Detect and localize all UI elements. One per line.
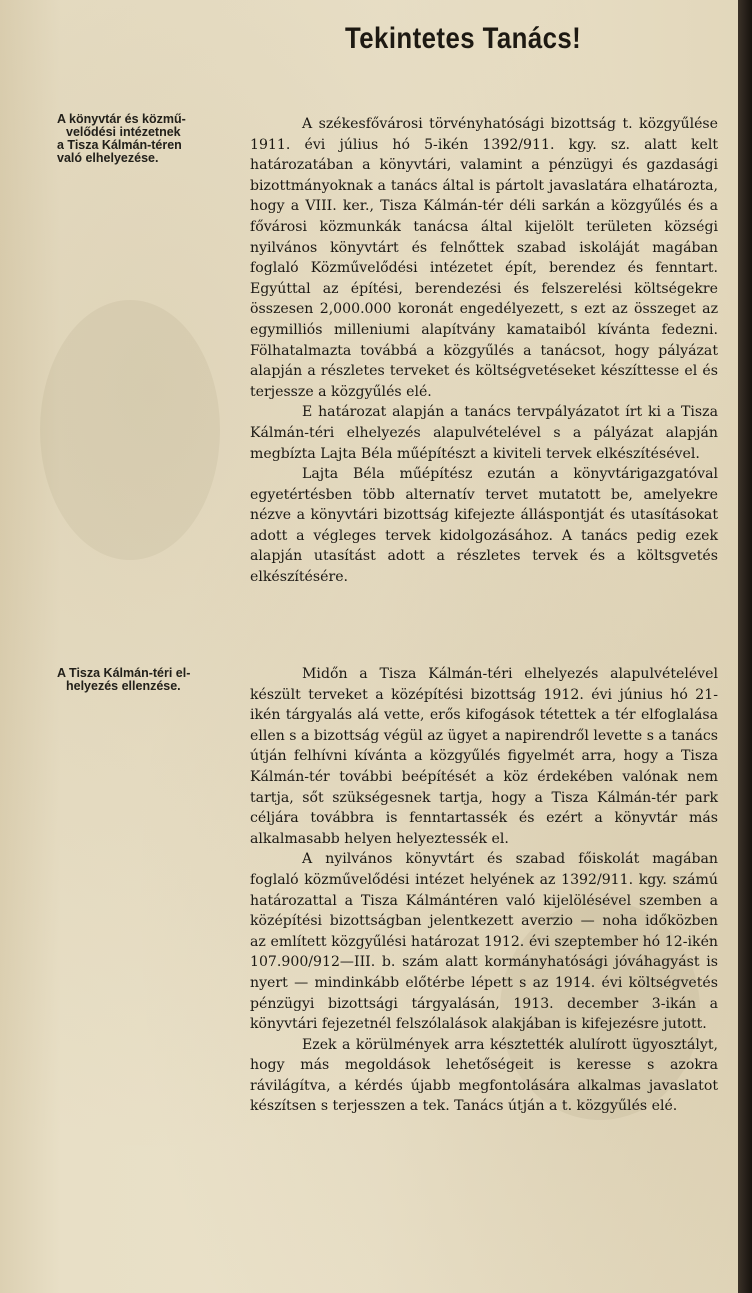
paragraph: Lajta Béla műépítész ezután a könyvtárigazgatóval egyetértésben több alternatív tervet mutatott be, amelyekre nézve a könyvtári bizottság kifejezte álláspontját és utasításokat adott a végleges tervek kidolgozásához. A tanács pedig ezek alapján utasítást adott a részletes tervek és a költsgvetés elkészítésére.: [250, 466, 718, 586]
paragraph: Ezek a körülmények arra késztették alulírott ügyosztályt, hogy más megoldások lehetőségeit is keresse s azokra rávilágítva, a kérdés újabb megfontolására alkalmas javaslatot készítsen s terjesszen a tek. Tanács útján a t. közgyűlés elé.: [250, 1036, 718, 1115]
margin-note: [57, 667, 252, 693]
section-body: [250, 114, 718, 588]
margin-note-line: való elhelyezése.: [57, 151, 159, 165]
paragraph: Midőn a Tisza Kálmán-téri elhelyezés alapulvételével készült terveket a középítési bizottság 1912. évi június hó 21-ikén tárgyalás alá vette, erős kifogások tétettek a tér elfoglalása ellen s a bizottság végül az ügyet a napirendről levette s a tanács útján felhívni kívánta a közgyűlés figyelmét arra, hogy a Tisza Kálmán-tér további beépítését a köz érdekében valónak nem tartja, sőt szükségesnek tartja, hogy a Tisza Kálmán-tér park céljára továbbra is fenntartassék és ezért a könyvtár más alkalmasabb helyen helyeztessék el.: [250, 666, 718, 847]
margin-note: [57, 113, 252, 165]
margin-note-line: helyezés ellenzése.: [66, 679, 181, 693]
paragraph: E határozat alapján a tanács tervpályázatot írt ki a Tisza Kálmán-téri elhelyezés alapulvételével s a pályázat alapján megbízta Lajta Béla műépítészt a kiviteli tervek elkészítésével.: [250, 404, 718, 462]
page-edge: [738, 0, 752, 1293]
margin-note-line: velődési intézetnek: [66, 125, 181, 139]
page-title: Tekintetes Tanács!: [345, 22, 582, 55]
margin-note-line: A Tisza Kálmán-téri el-: [57, 666, 191, 680]
margin-note-line: A könyvtár és közmű-: [57, 112, 186, 126]
paragraph: A nyilvános könyvtárt és szabad főiskolát magában foglaló közművelődési intézet helyének az 1392/911. kgy. számú határozattal a Tisza Kálmántéren való kijelölésével szemben a középítési bizottságban jelentkezett averzio — noha időközben az említett közgyűlési határozat 1912. évi szeptember hó 12-ikén 107.900/912—III. b. szám alatt kormányhatósági jóváhagyást is nyert — mindinkább előtérbe lépett s az 1914. évi költségvetés pénzügyi bizottsági tárgyalásán, 1913. december 3-ikán a könyvtári fejezetnél felszólalások alakjában is kifejezésre jutott.: [250, 851, 718, 1033]
margin-note-line: a Tisza Kálmán-téren: [57, 138, 182, 152]
paper-stain: [40, 300, 220, 560]
paragraph: A székesfővárosi törvényhatósági bizottság t. közgyűlése 1911. évi július hó 5-ikén 1392/911. kgy. sz. alatt kelt határozatában a könyvtári, valamint a pénzügyi és gazdasági bizottmányoknak a tanács által is pártolt javaslatára elhatározta, hogy a VIII. ker., Tisza Kálmán-tér déli sarkán a közgyűlés és a fővárosi közmunkák tanácsa által kijelölt területen községi nyilvános könyvtárt és felnőttek szabad iskoláját magában foglaló Közművelődési intézetet épít, berendez és fenntart. Egyúttal az építési, berendezési és felszerelési költségekre összesen 2,000.000 koronát engedélyezett, s ezt az összeget az egymilliós milleniumi alapítvány kamataiból kívánta fedezni. Fölhatalmazta továbbá a közgyűlés a tanácsot, hogy pályázat alapján a részletes terveket és költségvetéseket készíttesse el és terjessze a közgyűlés elé.: [250, 116, 718, 400]
section-body: [250, 664, 718, 1117]
